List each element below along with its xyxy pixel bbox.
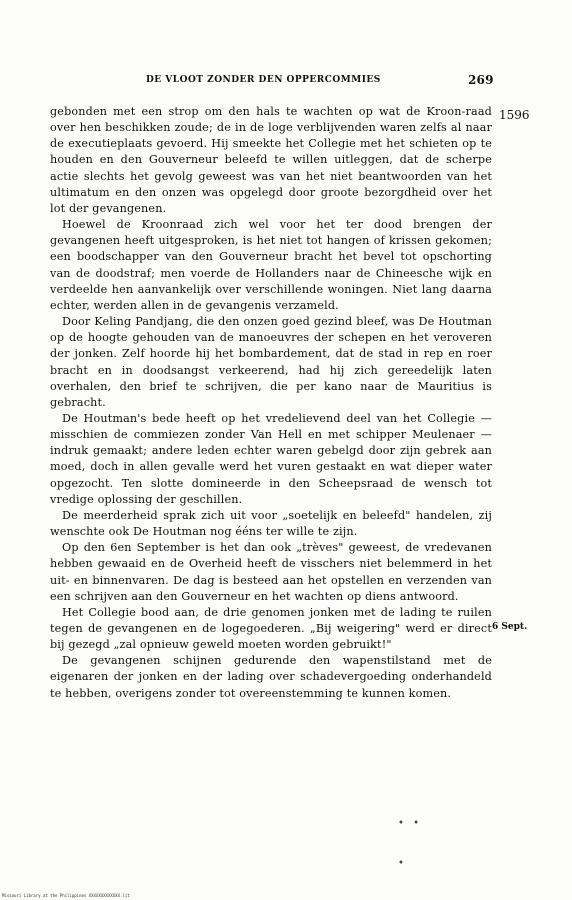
paragraph-8: De gevangenen schijnen gedurende den wapenstilstand met de eigenaren der jonken en der lading over schadevergoeding onderhandeld te hebben, overigens zonder tot overeenstemming te kunnen komen. (50, 654, 492, 700)
paragraph-1: gebonden met een strop om den hals te wachten op wat de Kroon-raad over hen beschikken zoude; de in de loge verblijvenden waren zelfs al naar de executieplaats gevoerd. Hij smeekte het Collegie met het schieten op te houden en den Gouverneur beleefd te willen uitleggen, dat de scherpe actie slechts het gevolg geweest was van het niet beantwoorden van het ultimatum en den onzen was opgelegd door groote bezorgdheid over het lot der gevangenen. (50, 105, 492, 215)
page-number: 269 (468, 73, 494, 87)
print-mark-small: • (398, 858, 404, 869)
paragraph-4: De Houtman's bede heeft op het vredelievend deel van het Collegie — misschien de commiezen zonder Van Hell en met schipper Meulenaer — indruk gemaakt; andere leden echter waren gebelgd door zijn gebrek aan moed, doch in allen gevalle werd het vuren gestaakt en wat dieper water opgezocht. Ten slotte domineerde in den Scheepsraad de wensch tot vredige oplossing der geschillen. (50, 411, 492, 506)
page-header (0, 75, 572, 91)
paragraph-6: Op den 6en September is het dan ook „trèves" geweest, de vredevanen hebben gewaaid en de Overheid heeft de visschers niet belemmerd in het uit- en binnenvaren. De dag is besteed aan het opstellen en verzenden van een schrijven aan den Gouverneur en het wachten op diens antwoord. (50, 541, 492, 603)
running-title: DE VLOOT ZONDER DEN OPPERCOMMIES (146, 75, 381, 85)
body-text (50, 104, 492, 702)
paragraph-2: Hoewel de Kroonraad zich wel voor het ter dood brengen der gevangenen heeft uitgesproken, is het niet tot hangen of krissen gekomen; een boodschapper van den Gouverneur bracht het bevel tot opschorting van de doodstraf; men voerde de Hollanders naar de Chineesche wijk en verdeelde hen aanvankelijk over verschillende woningen. Niet lang daarna echter, werden allen in de gevangenis verzameld. (50, 218, 492, 312)
paragraph-7: Het Collegie bood aan, de drie genomen jonken met de lading te ruilen tegen de gevangenen en de logegoederen. „Bij weigering" werd er direct bij gezegd „zal opnieuw geweld moeten worden gebruikt!" (50, 605, 492, 652)
margin-note-date: 6 Sept. (492, 622, 528, 632)
margin-note-year: 1596 (499, 108, 530, 122)
scan-footer: Missouri Library at the Philippines XXXXXXXXXXXXX.lit (2, 893, 130, 898)
print-mark: • • (398, 818, 422, 829)
paragraph-3: Door Keling Pandjang, die den onzen goed gezind bleef, was De Houtman op de hoogte gehouden van de manoeuvres der schepen en het veroveren der jonken. Zelf hoorde hij het bombardement, dat de stad in rep en roer bracht en in doodsangst verkeerend, had hij zich gereedelijk laten overhalen, den brief te schrijven, die per kano naar de Mauritius is gebracht. (50, 315, 492, 409)
paragraph-5: De meerderheid sprak zich uit voor „soetelijk en beleefd" handelen, zij wenschte ook De Houtman nog ééns ter wille te zijn. (50, 508, 492, 539)
